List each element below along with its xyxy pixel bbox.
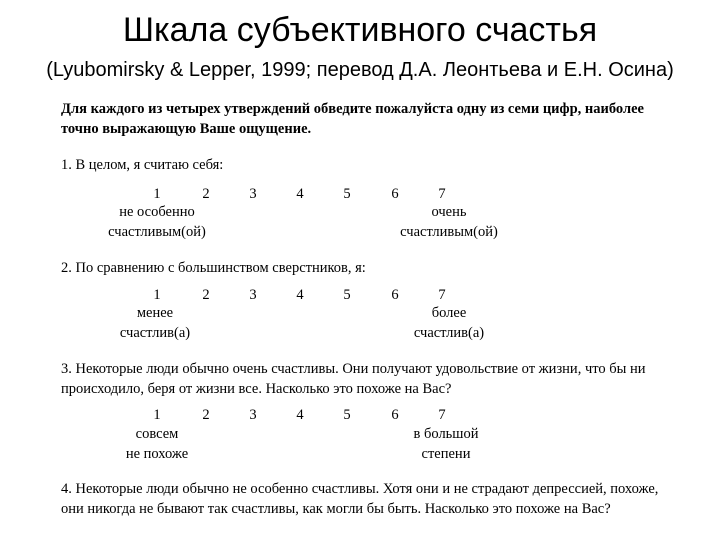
scale-option-3[interactable]: 3 (249, 407, 257, 423)
scale-option-5[interactable]: 5 (343, 186, 351, 202)
question-2-right-anchor (369, 303, 529, 343)
question-3-left-anchor (77, 424, 237, 464)
anchor-line: счастливым(ой) (400, 224, 498, 240)
question-1-scale (0, 184, 720, 204)
scale-option-2[interactable]: 2 (202, 287, 210, 303)
question-2-text: 2. По сравнению с большинством сверстников, я: (61, 260, 366, 276)
scale-option-1[interactable]: 1 (153, 186, 161, 202)
scale-option-5[interactable]: 5 (343, 407, 351, 423)
anchor-line: счастлив(а) (413, 325, 485, 341)
page-subtitle: (Lyubomirsky & Lepper, 1999; перевод Д.А. Леонтьева и Е.Н. Осина) (46, 59, 674, 81)
scale-option-7[interactable]: 7 (438, 186, 446, 202)
question-1-text: 1. В целом, я считаю себя: (61, 157, 224, 173)
scale-option-5[interactable]: 5 (343, 287, 351, 303)
anchor-line: счастливым(ой) (108, 224, 206, 240)
anchor-line: не особенно (119, 204, 195, 220)
anchor-line: не похоже (125, 446, 189, 462)
question-2-left-anchor (75, 303, 235, 343)
question-1-left-anchor (77, 202, 237, 242)
question-4-text: 4. Некоторые люди обычно не особенно счастливы. Хотя они и не страдают депрессией, похоже, они никогда не бывают так счастливы, как могли бы быть. Насколько это похоже на Вас? (61, 481, 659, 517)
scale-option-3[interactable]: 3 (249, 287, 257, 303)
question-3-scale (0, 405, 720, 425)
scale-option-4[interactable]: 4 (296, 407, 304, 423)
scale-option-7[interactable]: 7 (438, 287, 446, 303)
question-1-right-anchor (369, 202, 529, 242)
anchor-line: совсем (135, 426, 179, 442)
scale-option-1[interactable]: 1 (153, 287, 161, 303)
question-2-scale (0, 285, 720, 305)
instruction-text: Для каждого из четырех утверждений обведите пожалуйста одну из семи цифр, наиболее точно выражающую Ваше ощущение. (61, 101, 644, 137)
scale-option-4[interactable]: 4 (296, 287, 304, 303)
anchor-line: более (431, 305, 467, 321)
scale-option-4[interactable]: 4 (296, 186, 304, 202)
question-3-text: 3. Некоторые люди обычно очень счастливы. Они получают удовольствие от жизни, что бы ни происходило, беря от жизни все. Насколько это похоже на Вас? (61, 361, 646, 397)
anchor-line: менее (136, 305, 174, 321)
anchor-line: в большой (413, 426, 479, 442)
page-title: Шкала субъективного счастья (122, 11, 598, 49)
scale-option-6[interactable]: 6 (391, 186, 399, 202)
scale-option-2[interactable]: 2 (202, 186, 210, 202)
scale-option-6[interactable]: 6 (391, 407, 399, 423)
scale-option-1[interactable]: 1 (153, 407, 161, 423)
question-3-right-anchor (366, 424, 526, 464)
anchor-line: степени (421, 446, 471, 462)
scale-option-6[interactable]: 6 (391, 287, 399, 303)
scale-option-7[interactable]: 7 (438, 407, 446, 423)
scale-option-2[interactable]: 2 (202, 407, 210, 423)
anchor-line: очень (431, 204, 467, 220)
anchor-line: счастлив(а) (119, 325, 191, 341)
scale-option-3[interactable]: 3 (249, 186, 257, 202)
